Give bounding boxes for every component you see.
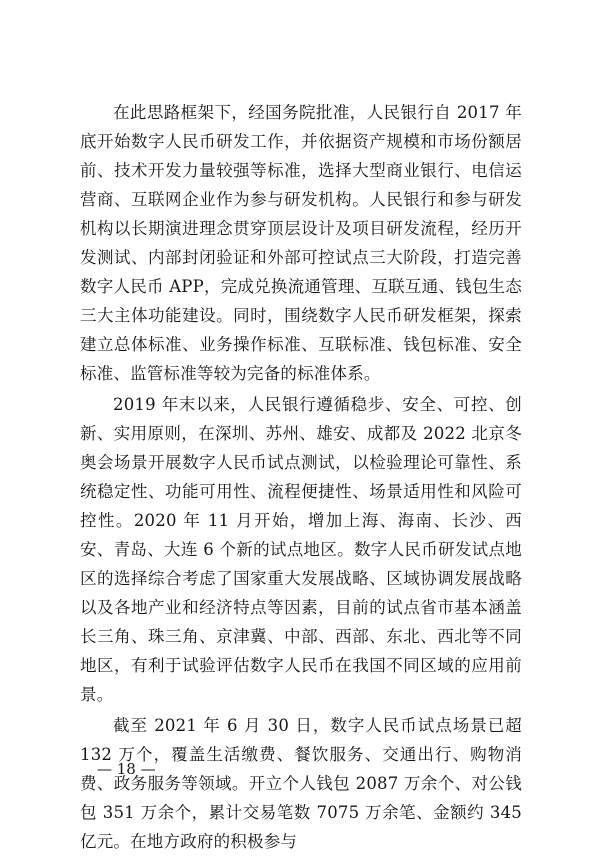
paragraph: 截至 2021 年 6 月 30 日，数字人民币试点场景已超 132 万个，覆盖生活缴费、餐饮服务、交通出行、购物消费、政务服务等领域。开立个人钱包 2087 万余个、对公钱包 351 万余个，累计交易笔数 7075 万余笔、金额约 345 亿元。在地方政府的积极参与 bbox=[80, 716, 522, 851]
body-text bbox=[80, 98, 522, 856]
paragraph: 2019 年末以来，人民银行遵循稳步、安全、可控、创新、实用原则，在深圳、苏州、雄安、成都及 2022 北京冬奥会场景开展数字人民币试点测试，以检验理论可靠性、系统稳定性、功能可用性、流程便捷性、场景适用性和风险可控性。2020 年 11 月开始，增加上海、海南、长沙、西安、青岛、大连 6 个新的试点地区。数字人民币研发试点地区的选择综合考虑了国家重大发展战略、区域协调发展战略以及各地产业和经济特点等因素，目前的试点省市基本涵盖长三角、珠三角、京津冀、中部、西部、东北、西北等不同地区，有利于试验评估数字人民币在我国不同区域的应用前景。 bbox=[80, 395, 522, 704]
page-number: — 18 — bbox=[97, 760, 156, 778]
paragraph: 在此思路框架下，经国务院批准，人民银行自 2017 年底开始数字人民币研发工作，并依据资产规模和市场份额居前、技术开发力量较强等标准，选择大型商业银行、电信运营商、互联网企业作为参与研发机构。人民银行和参与研发机构以长期演进理念贯穿顶层设计及项目研发流程，经历开发测试、内部封闭验证和外部可控试点三大阶段，打造完善数字人民币 APP，完成兑换流通管理、互联互通、钱包生态三大主体功能建设。同时，围绕数字人民币研发框架，探索建立总体标准、业务操作标准、互联标准、钱包标准、安全标准、监管标准等较为完备的标准体系。 bbox=[80, 103, 522, 383]
